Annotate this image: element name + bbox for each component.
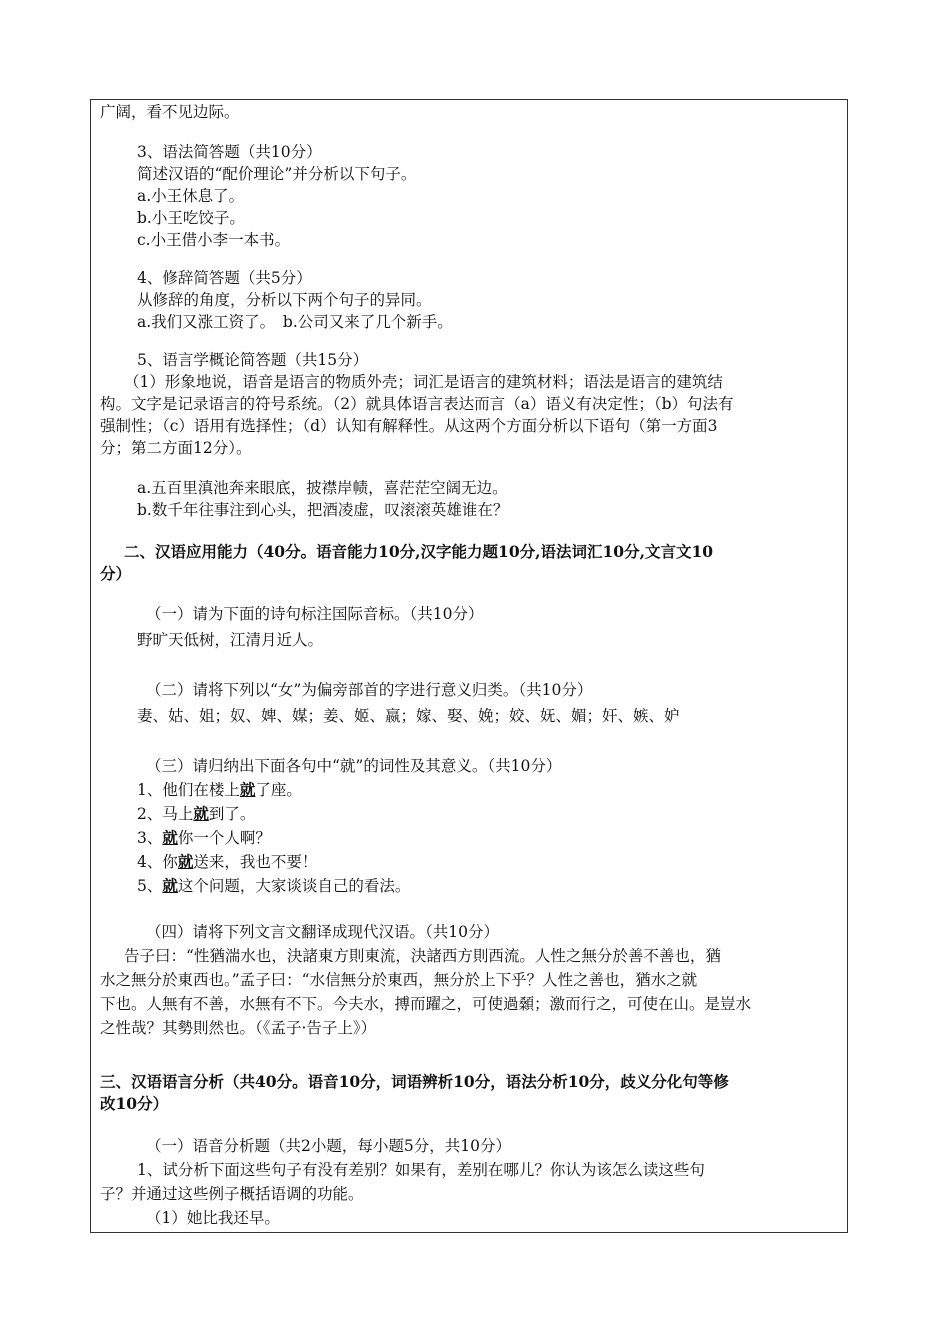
s2-p4-text-line: 水之無分於東西也。”孟子曰：“水信無分於東西，無分於上下乎？人性之善也，猶水之就 xyxy=(100,971,698,989)
s2-p3-item: 5、就这个问题，大家谈谈自己的看法。 xyxy=(137,876,411,895)
s2-p4-text-line: 告子曰：“性猶湍水也，決諸東方則東流，決諸西方則西流。人性之無分於善不善也，猶 xyxy=(124,947,721,965)
s2-p3-item: 1、他们在楼上就了座。 xyxy=(137,780,302,799)
section2-heading-cont: 分） xyxy=(100,564,132,583)
q5-para-line: （1）形象地说，语音是语言的物质外壳；词汇是语言的建筑材料；语法是语言的建筑结 xyxy=(124,373,723,391)
keyword-jiu: 就 xyxy=(239,780,256,799)
s2-p3-item: 2、马上就到了。 xyxy=(137,804,256,823)
s2-p1-title: （一）请为下面的诗句标注国际音标。（共10分） xyxy=(146,605,484,623)
s3-p1-item: （1）她比我还早。 xyxy=(146,1209,280,1227)
s2-p1-text: 野旷天低树，江清月近人。 xyxy=(137,631,324,649)
keyword-jiu: 就 xyxy=(177,852,194,871)
q5-item-a: a.五百里滇池奔来眼底，披襟岸帻，喜茫茫空阔无边。 xyxy=(137,479,508,497)
q4-title: 4、修辞简答题（共5分） xyxy=(137,269,312,287)
keyword-jiu: 就 xyxy=(162,828,178,847)
q5-para-line: 强制性；（c）语用有选择性；（d）认知有解释性。从这两个方面分析以下语句（第一方面3 xyxy=(100,417,718,435)
s3-p1-q-line: 1、试分析下面这些句子有没有差别？如果有，差别在哪儿？你认为该怎么读这些句 xyxy=(137,1161,705,1179)
keyword-jiu: 就 xyxy=(162,876,178,895)
q5-para-line: 构。文字是记录语言的符号系统。（2）就具体语言表达而言（a）语义有决定性；（b）句法有 xyxy=(100,395,734,413)
s2-p2-title: （二）请将下列以“女”为偏旁部首的字进行意义归类。（共10分） xyxy=(146,681,593,699)
q5-para-line: 分；第二方面12分）。 xyxy=(100,439,252,457)
s3-p1-title: （一）语音分析题（共2小题，每小题5分，共10分） xyxy=(146,1137,511,1155)
q3-item-c: c.小王借小李一本书。 xyxy=(137,231,291,249)
q4-prompt: 从修辞的角度，分析以下两个句子的异同。 xyxy=(137,291,432,309)
section3-heading-cont: 改10分） xyxy=(100,1094,169,1113)
s2-p4-title: （四）请将下列文言文翻译成现代汉语。（共10分） xyxy=(146,923,499,941)
q3-title: 3、语法简答题（共10分） xyxy=(137,143,322,161)
s2-p3-title: （三）请归纳出下面各句中“就”的词性及其意义。（共10分） xyxy=(146,757,562,775)
s2-p2-text: 妻、姑、姐；奴、婢、媒；姜、姬、嬴；嫁、娶、娩；姣、妩、媚；奸、嫉、妒 xyxy=(137,707,680,725)
q5-title: 5、语言学概论简答题（共15分） xyxy=(137,351,369,369)
s2-p3-item: 3、就你一个人啊？ xyxy=(137,828,271,847)
q3-item-b: b.小王吃饺子。 xyxy=(137,209,245,227)
q5-item-b: b.数千年往事注到心头，把酒凌虚，叹滚滚英雄谁在？ xyxy=(137,501,509,519)
q4-items: a.我们又涨工资了。 b.公司又来了几个新手。 xyxy=(137,313,453,331)
intro-line: 广阔，看不见边际。 xyxy=(100,103,240,121)
s2-p4-text-line: 下也。人無有不善，水無有不下。今夫水，搏而躍之，可使過顙；激而行之，可使在山。是豈水 xyxy=(100,995,752,1013)
section2-heading: 二、汉语应用能力（40分。语音能力10分,汉字能力题10分,语法词汇10分,文言文10 xyxy=(124,542,714,561)
keyword-jiu: 就 xyxy=(193,804,209,823)
q3-item-a: a.小王休息了。 xyxy=(137,187,245,205)
s3-p1-q-line: 子？并通过这些例子概括语调的功能。 xyxy=(100,1185,364,1203)
s2-p3-item: 4、你就送来，我也不要！ xyxy=(137,852,318,871)
s2-p4-text-line: 之性哉？其勢則然也。（《孟子·告子上》） xyxy=(100,1019,377,1037)
q3-prompt: 简述汉语的“配价理论”并分析以下句子。 xyxy=(137,165,417,183)
section3-heading: 三、汉语语言分析（共40分。语音10分，词语辨析10分，语法分析10分，歧义分化句等修 xyxy=(100,1072,729,1091)
